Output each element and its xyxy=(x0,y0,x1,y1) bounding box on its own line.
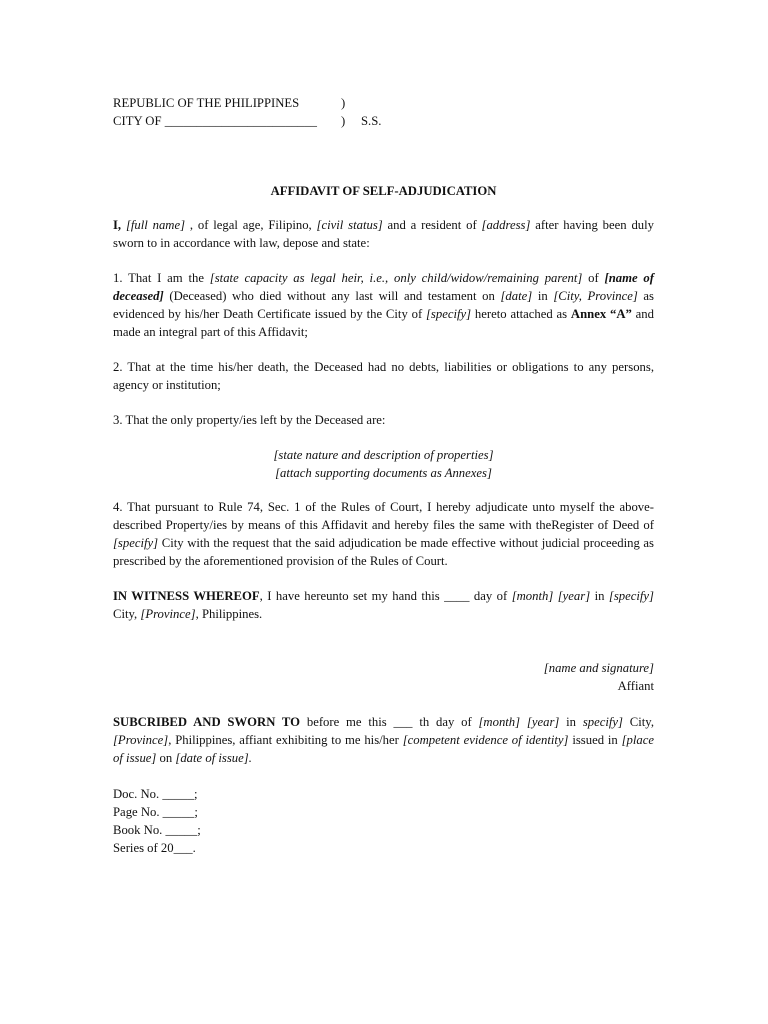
jurat-paragraph: SUBCRIBED AND SWORN TO before me this ___ th day of [month] [year] in specify] City, [Province], Philippines, affiant exhibiting to me his/her [competent evidence of identity] issued in [place of issue] on [date of issue]. xyxy=(113,715,655,765)
caption-ss: S.S. xyxy=(361,114,382,128)
caption-paren-2: ) xyxy=(341,114,346,128)
document-title: AFFIDAVIT OF SELF-ADJUDICATION xyxy=(270,184,497,198)
caption-paren-1: ) xyxy=(341,96,346,110)
page-number: Page No. _____; xyxy=(113,805,198,819)
properties-annexes: [attach supporting documents as Annexes] xyxy=(275,466,492,480)
properties-description: [state nature and description of properties] xyxy=(273,448,494,462)
caption-republic: REPUBLIC OF THE PHILIPPINES xyxy=(113,96,300,110)
notarial-register xyxy=(113,785,654,857)
caption-city: CITY OF ________________________ xyxy=(113,114,317,128)
signature-block xyxy=(113,659,654,695)
doc-number: Doc. No. _____; xyxy=(113,787,198,801)
paragraph-4: 4. That pursuant to Rule 74, Sec. 1 of the Rules of Court, I hereby adjudicate unto myself the above-described Property/ies by means of this Affidavit and hereby files the same with theRegister of Deed of [specify] City with the request that the said adjudication be made effective without judicial proceeding as prescribed by the aforementioned provision of the Rules of Court. xyxy=(113,500,654,568)
affidavit-body xyxy=(113,94,654,857)
signature-name: [name and signature] xyxy=(543,661,654,675)
properties-block xyxy=(113,446,654,482)
signature-role: Affiant xyxy=(617,679,654,693)
witness-paragraph: IN WITNESS WHEREOF, I have hereunto set my hand this ____ day of [month] [year] in [specify] City, [Province], Philippines. xyxy=(113,589,654,621)
venue-caption xyxy=(113,94,654,130)
paragraph-3: 3. That the only property/ies left by the Deceased are: xyxy=(113,413,386,427)
paragraph-1: 1. That I am the [state capacity as legal heir, i.e., only child/widow/remaining parent] of [name of deceased] (Deceased) who died without any last will and testament on [date] in [City, Province] as evidenced by his/her Death Certificate issued by the City of [specify] hereto attached as Annex “A” and made an integral part of this Affidavit; xyxy=(113,271,654,339)
intro-paragraph: I, [full name] , of legal age, Filipino, [civil status] and a resident of [address] after having been duly sworn to in accordance with law, depose and state: xyxy=(113,218,655,250)
series-year: Series of 20___. xyxy=(113,841,196,855)
book-number: Book No. _____; xyxy=(113,823,201,837)
paragraph-2: 2. That at the time his/her death, the Deceased had no debts, liabilities or obligations to any persons, agency or institution; xyxy=(113,360,654,392)
